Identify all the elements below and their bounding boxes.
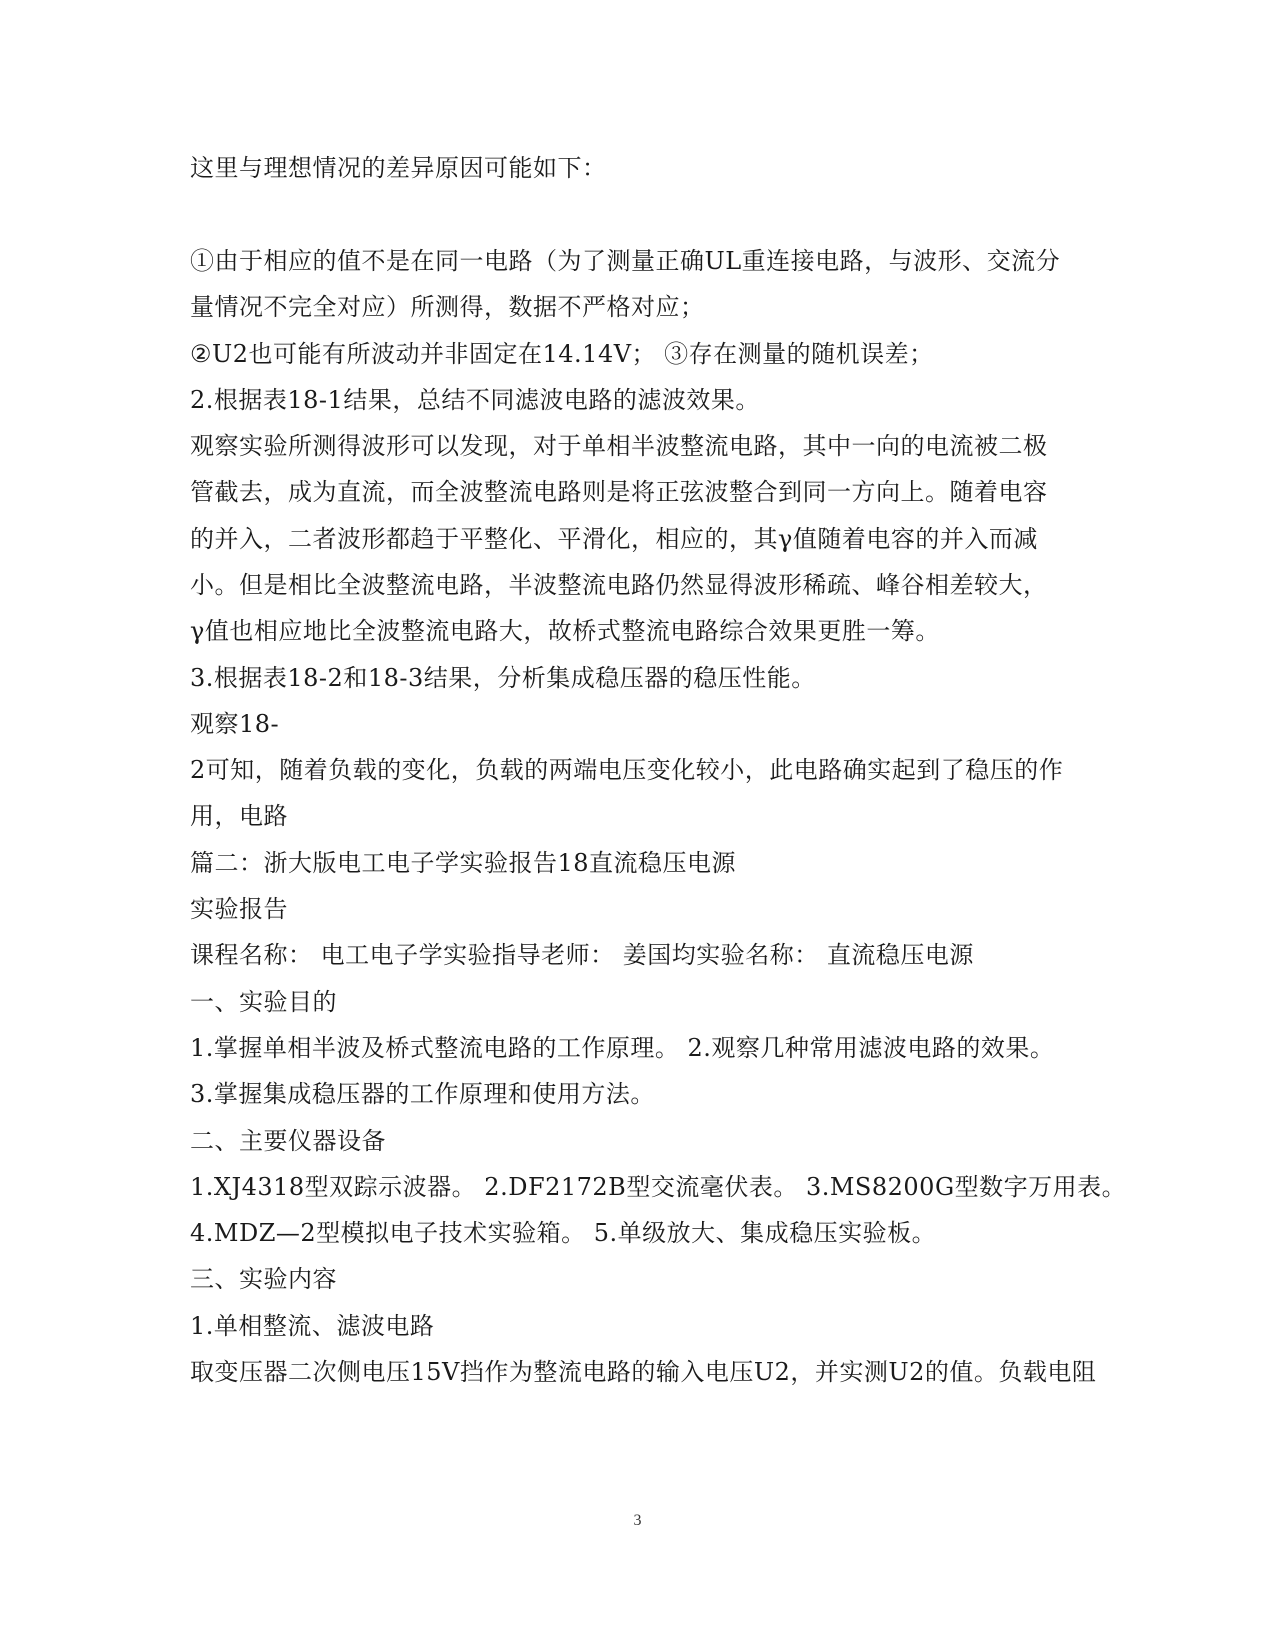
text-line: ①由于相应的值不是在同一电路（为了测量正确UL重连接电路，与波形、交流分 (190, 247, 1061, 275)
text-line: 2可知，随着负载的变化，负载的两端电压变化较小，此电路确实起到了稳压的作 (190, 756, 1064, 784)
text-line: 观察18- (190, 710, 280, 738)
text-line: 用，电路 (190, 802, 288, 830)
text-line: 取变压器二次侧电压15V挡作为整流电路的输入电压U2，并实测U2的值。负载电阻 (190, 1358, 1097, 1386)
text-line: 1.单相整流、滤波电路 (190, 1312, 435, 1340)
article-title: 篇二：浙大版电工电子学实验报告18直流稳压电源 (190, 849, 737, 877)
text-line: 管截去，成为直流，而全波整流电路则是将正弦波整合到同一方向上。随着电容 (190, 478, 1048, 506)
section-heading: 2.根据表18-1结果，总结不同滤波电路的滤波效果。 (190, 386, 760, 414)
text-line: 观察实验所测得波形可以发现，对于单相半波整流电路，其中一向的电流被二极 (190, 432, 1048, 460)
text-line: 的并入，二者波形都趋于平整化、平滑化，相应的，其γ值随着电容的并入而减 (190, 525, 1038, 553)
course-info: 课程名称： 电工电子学实验指导老师： 姜国均实验名称： 直流稳压电源 (190, 941, 974, 969)
section-heading: 一、实验目的 (190, 988, 337, 1016)
text-line: 1.XJ4318型双踪示波器。 2.DF2172B型交流毫伏表。 3.MS8200G型数字万用表。 (190, 1173, 1127, 1201)
text-line: 量情况不完全对应）所测得，数据不严格对应； (190, 293, 705, 321)
report-title: 实验报告 (190, 895, 288, 923)
text-line: 1.掌握单相半波及桥式整流电路的工作原理。 2.观察几种常用滤波电路的效果。 (190, 1034, 1055, 1062)
text-line: ②U2也可能有所波动并非固定在14.14V； ③存在测量的随机误差； (190, 340, 934, 368)
section-heading: 3.根据表18-2和18-3结果，分析集成稳压器的稳压性能。 (190, 664, 816, 692)
section-heading: 二、主要仪器设备 (190, 1127, 386, 1155)
text-line: 这里与理想情况的差异原因可能如下： (190, 154, 607, 182)
text-line: 小。但是相比全波整流电路，半波整流电路仍然显得波形稀疏、峰谷相差较大， (190, 571, 1048, 599)
section-heading: 三、实验内容 (190, 1265, 337, 1293)
text-line: 3.掌握集成稳压器的工作原理和使用方法。 (190, 1080, 655, 1108)
text-line: 4.MDZ—2型模拟电子技术实验箱。 5.单级放大、集成稳压实验板。 (190, 1219, 937, 1247)
page-number: 3 (633, 1512, 642, 1529)
text-line: γ值也相应地比全波整流电路大，故桥式整流电路综合效果更胜一筹。 (190, 617, 940, 645)
